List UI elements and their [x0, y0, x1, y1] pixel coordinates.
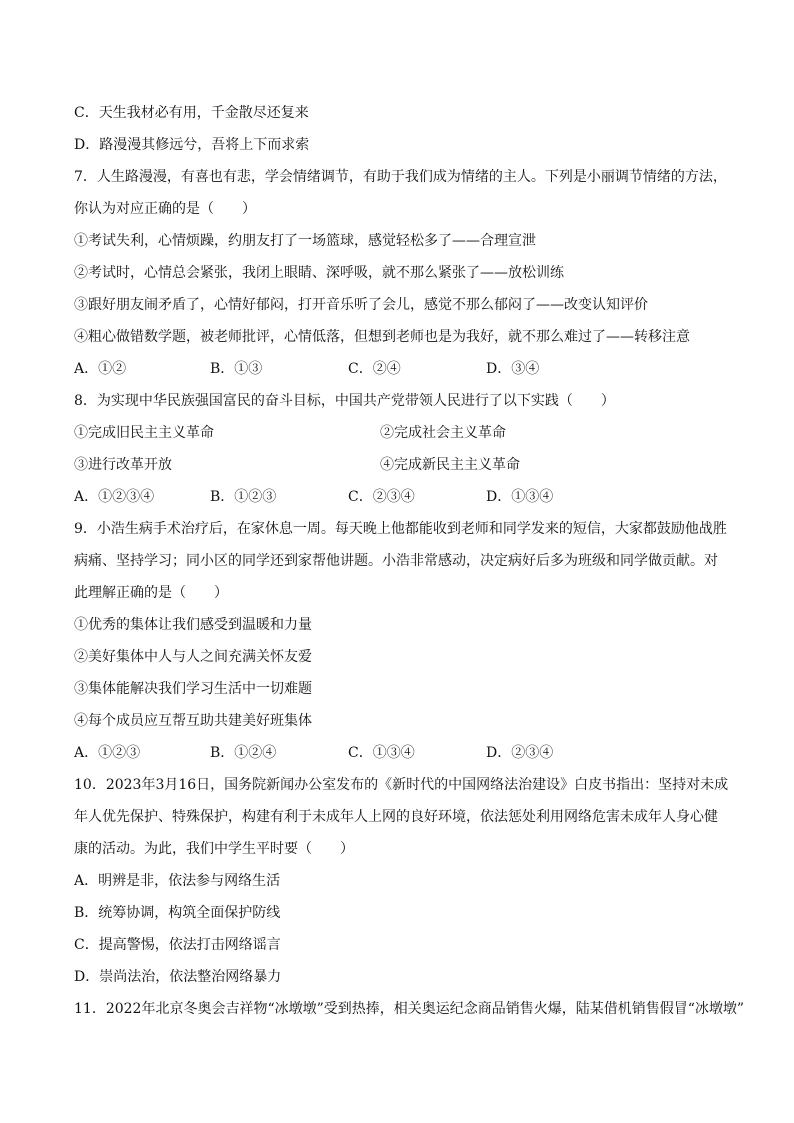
q10-stem-line3: 康的活动。为此，我们中学生平时要（ ） — [74, 841, 354, 857]
q8-stem: 8．为实现中华民族强国富民的奋斗目标，中国共产党带领人民进行了以下实践（ ） — [74, 393, 615, 409]
q11-stem-line1: 11．2022年北京冬奥会吉祥物“冰墩墩”受到热捧，相关奥运纪念商品销售火爆，陆某借机销售假冒“冰墩墩” — [74, 1001, 745, 1017]
q7-option-c: C．②④ — [348, 361, 401, 377]
q7-item-2: ②考试时，心情总会紧张，我闭上眼睛、深呼吸，就不那么紧张了——放松训练 — [74, 265, 564, 281]
q8-item-1: ①完成旧民主主义革命 — [74, 425, 214, 441]
q9-item-2: ②美好集体中人与人之间充满关怀友爱 — [74, 649, 312, 665]
q8-option-b: B．①②③ — [210, 489, 277, 505]
q7-item-3: ③跟好朋友闹矛盾了，心情好郁闷，打开音乐听了会儿，感觉不那么郁闷了——改变认知评价 — [74, 297, 648, 313]
q9-option-a: A．①②③ — [74, 745, 141, 761]
q10-stem-line1: 10．2023年3月16日，国务院新闻办公室发布的《新时代的中国网络法治建设》白皮书指出：坚持对未成 — [74, 777, 729, 793]
q9-stem-line3: 此理解正确的是（ ） — [74, 585, 228, 601]
q7-stem-line1: 7．人生路漫漫，有喜也有悲，学会情绪调节，有助于我们成为情绪的主人。下列是小丽调节情绪的方法， — [74, 169, 727, 185]
q6-option-d: D．路漫漫其修远兮，吾将上下而求索 — [74, 137, 310, 153]
q8-item-3: ③进行改革开放 — [74, 457, 172, 473]
q10-option-c: C．提高警惕，依法打击网络谣言 — [74, 937, 281, 953]
q10-stem-line2: 年人优先保护、特殊保护，构建有利于未成年人上网的良好环境，依法惩处利用网络危害未成年人身心健 — [74, 809, 718, 825]
q9-stem-line2: 病痛、坚持学习；同小区的同学还到家帮他讲题。小浩非常感动，决定病好后多为班级和同学做贡献。对 — [74, 553, 718, 569]
q10-option-d: D．崇尚法治，依法整治网络暴力 — [74, 969, 282, 985]
q10-option-b: B．统筹协调，构筑全面保护防线 — [74, 905, 281, 921]
q7-option-a: A．①② — [74, 361, 127, 377]
q10-option-a: A．明辨是非，依法参与网络生活 — [74, 873, 281, 889]
q9-option-b: B．①②④ — [210, 745, 277, 761]
q6-option-c: C．天生我材必有用，千金散尽还复来 — [74, 105, 309, 121]
q9-option-d: D．②③④ — [486, 745, 554, 761]
q7-option-b: B．①③ — [210, 361, 263, 377]
q9-stem-line1: 9．小浩生病手术治疗后，在家休息一周。每天晚上他都能收到老师和同学发来的短信，大家都鼓励他战胜 — [74, 521, 727, 537]
q9-item-1: ①优秀的集体让我们感受到温暖和力量 — [74, 617, 312, 633]
q8-option-a: A．①②③④ — [74, 489, 155, 505]
q7-stem-line2: 你认为对应正确的是（ ） — [74, 201, 256, 217]
q8-option-d: D．①③④ — [486, 489, 554, 505]
q8-item-2: ②完成社会主义革命 — [380, 425, 506, 441]
q7-option-d: D．③④ — [486, 361, 540, 377]
q8-item-4: ④完成新民主主义革命 — [380, 457, 520, 473]
q9-option-c: C．①③④ — [348, 745, 415, 761]
q8-option-c: C．②③④ — [348, 489, 415, 505]
q9-item-4: ④每个成员应互帮互助共建美好班集体 — [74, 713, 312, 729]
q7-item-1: ①考试失利，心情烦躁，约朋友打了一场篮球，感觉轻松多了——合理宣泄 — [74, 233, 536, 249]
q7-item-4: ④粗心做错数学题，被老师批评，心情低落，但想到老师也是为我好，就不那么难过了——转移注意 — [74, 329, 690, 345]
q9-item-3: ③集体能解决我们学习生活中一切难题 — [74, 681, 312, 697]
